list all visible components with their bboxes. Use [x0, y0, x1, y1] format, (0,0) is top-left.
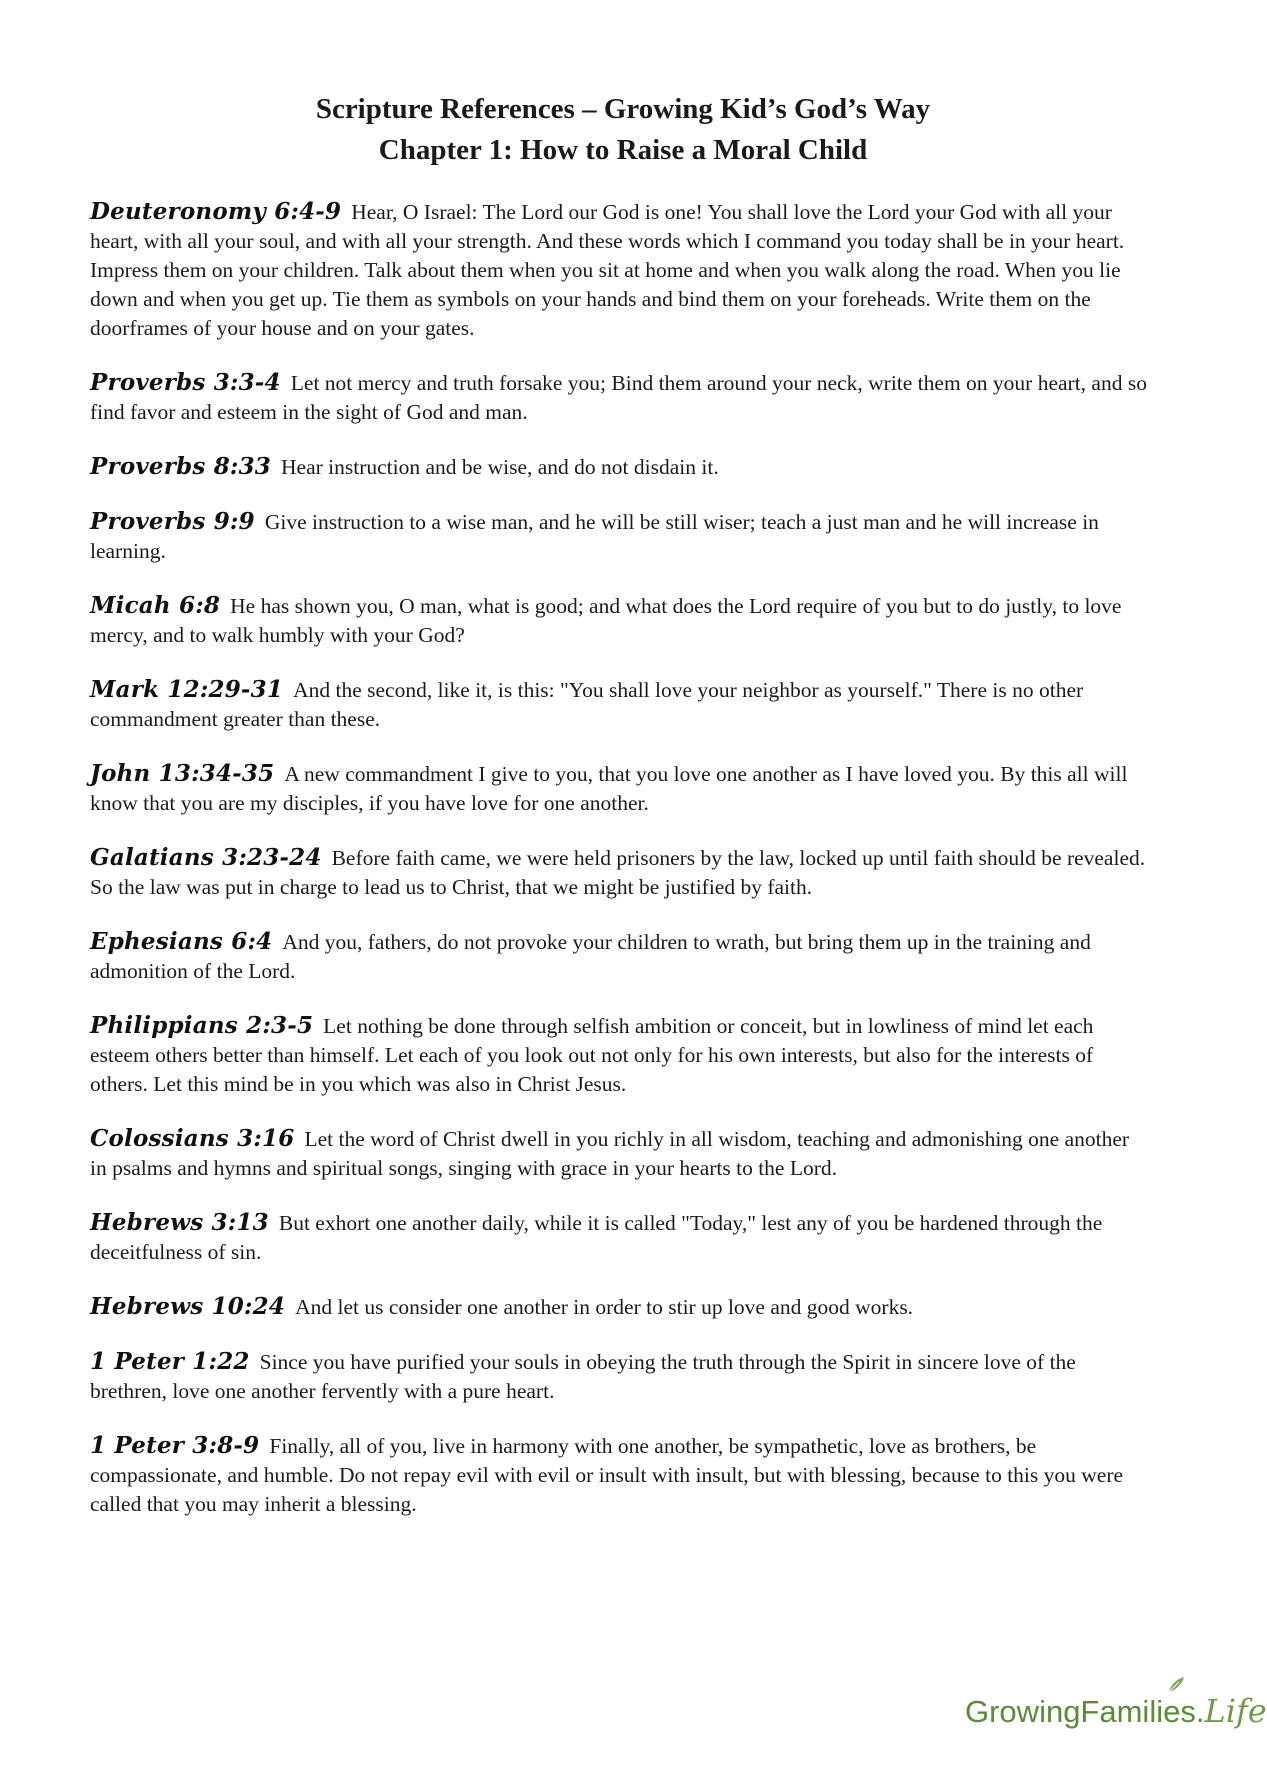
scripture-entry — [90, 452, 1150, 482]
scripture-entry — [90, 675, 1150, 734]
scripture-reference: John 13:34-35 — [90, 760, 275, 787]
scripture-text: And let us consider one another in order to stir up love and good works. — [295, 1295, 914, 1319]
scripture-text: Let the word of Christ dwell in you richly in all wisdom, teaching and admonishing one another in psalms and hymns and spiritual songs, singing with grace in your hearts to the Lord. — [90, 1127, 1130, 1180]
scripture-reference: Proverbs 8:33 — [90, 453, 272, 480]
scripture-text: Finally, all of you, live in harmony with one another, be sympathetic, love as brothers, be compassionate, and humble. Do not repay evil with evil or insult with insult, but with blessing, because to this you were called that you may inherit a blessing. — [90, 1434, 1124, 1516]
scripture-text: But exhort one another daily, while it is called "Today," lest any of you be hardened through the deceitfulness of sin. — [90, 1211, 1103, 1264]
scripture-reference: Hebrews 10:24 — [90, 1293, 286, 1320]
scripture-entry — [90, 1011, 1150, 1099]
logo-text: GrowingFamilies. — [965, 1694, 1205, 1729]
scripture-text: Let not mercy and truth forsake you; Bind them around your neck, write them on your heart, and so find favor and esteem in the sight of God and man. — [90, 371, 1147, 424]
logo-life-text: Life — [1204, 1692, 1267, 1730]
scripture-entry — [90, 1208, 1150, 1267]
growing-families-logo — [965, 1692, 1267, 1742]
scripture-entry — [90, 1431, 1150, 1519]
scripture-reference: 1 Peter 1:22 — [90, 1348, 250, 1375]
scripture-text: Let nothing be done through selfish ambition or conceit, but in lowliness of mind let each esteem others better than himself. Let each of you look out not only for his own interests, but also for the interests of others. Let this mind be in you which was also in Christ Jesus. — [90, 1014, 1094, 1096]
chapter-subtitle: Chapter 1: How to Raise a Moral Child — [378, 134, 868, 166]
scripture-entry — [90, 927, 1150, 986]
scripture-text: He has shown you, O man, what is good; and what does the Lord require of you but to do justly, to love mercy, and to walk humbly with your God? — [90, 594, 1122, 647]
scripture-reference: Hebrews 3:13 — [90, 1209, 269, 1236]
scripture-reference: Philippians 2:3-5 — [90, 1012, 314, 1039]
scripture-entry — [90, 843, 1150, 902]
page-title: Scripture References – Growing Kid’s God’s Way — [315, 93, 931, 125]
scripture-reference: 1 Peter 3:8-9 — [90, 1432, 260, 1459]
scripture-entry — [90, 1292, 1150, 1322]
scripture-text: And the second, like it, is this: "You shall love your neighbor as yourself." There is no other commandment greater than these. — [90, 678, 1084, 731]
scripture-reference: Proverbs 9:9 — [90, 508, 255, 535]
scripture-text: Give instruction to a wise man, and he will be still wiser; teach a just man and he will increase in learning. — [90, 510, 1099, 563]
scripture-list — [90, 197, 1150, 1544]
scripture-text: Before faith came, we were held prisoners by the law, locked up until faith should be revealed. So the law was put in charge to lead us to Christ, that we might be justified by faith. — [90, 846, 1146, 899]
scripture-entry — [90, 591, 1150, 650]
scripture-entry — [90, 759, 1150, 818]
scripture-reference: Deuteronomy 6:4-9 — [90, 198, 342, 225]
scripture-text: And you, fathers, do not provoke your children to wrath, but bring them up in the training and admonition of the Lord. — [90, 930, 1091, 983]
scripture-text: Since you have purified your souls in obeying the truth through the Spirit in sincere love of the brethren, love one another fervently with a pure heart. — [90, 1350, 1076, 1403]
scripture-entry — [90, 1347, 1150, 1406]
scripture-reference: Proverbs 3:3-4 — [90, 369, 281, 396]
scripture-text: Hear, O Israel: The Lord our God is one! You shall love the Lord your God with all your heart, with all your soul, and with all your strength. And these words which I command you today shall be in your heart. Impress them on your children. Talk about them when you sit at home and when you walk along the road. When you lie down and when you get up. Tie them as symbols on your hands and bind them on your foreheads. Write them on the doorframes of your house and on your gates. — [90, 200, 1125, 340]
scripture-entry — [90, 368, 1150, 427]
scripture-reference: Mark 12:29-31 — [90, 676, 284, 703]
scripture-entry — [90, 197, 1150, 343]
scripture-entry — [90, 507, 1150, 566]
scripture-reference: Colossians 3:16 — [90, 1125, 295, 1152]
scripture-reference: Micah 6:8 — [90, 592, 221, 619]
scripture-text: A new commandment I give to you, that you love one another as I have loved you. By this all will know that you are my disciples, if you have love for one another. — [90, 762, 1128, 815]
scripture-reference: Ephesians 6:4 — [90, 928, 273, 955]
scripture-reference: Galatians 3:23-24 — [90, 844, 322, 871]
scripture-entry — [90, 1124, 1150, 1183]
leaf-icon — [1165, 1674, 1187, 1696]
scripture-text: Hear instruction and be wise, and do not disdain it. — [281, 455, 719, 479]
